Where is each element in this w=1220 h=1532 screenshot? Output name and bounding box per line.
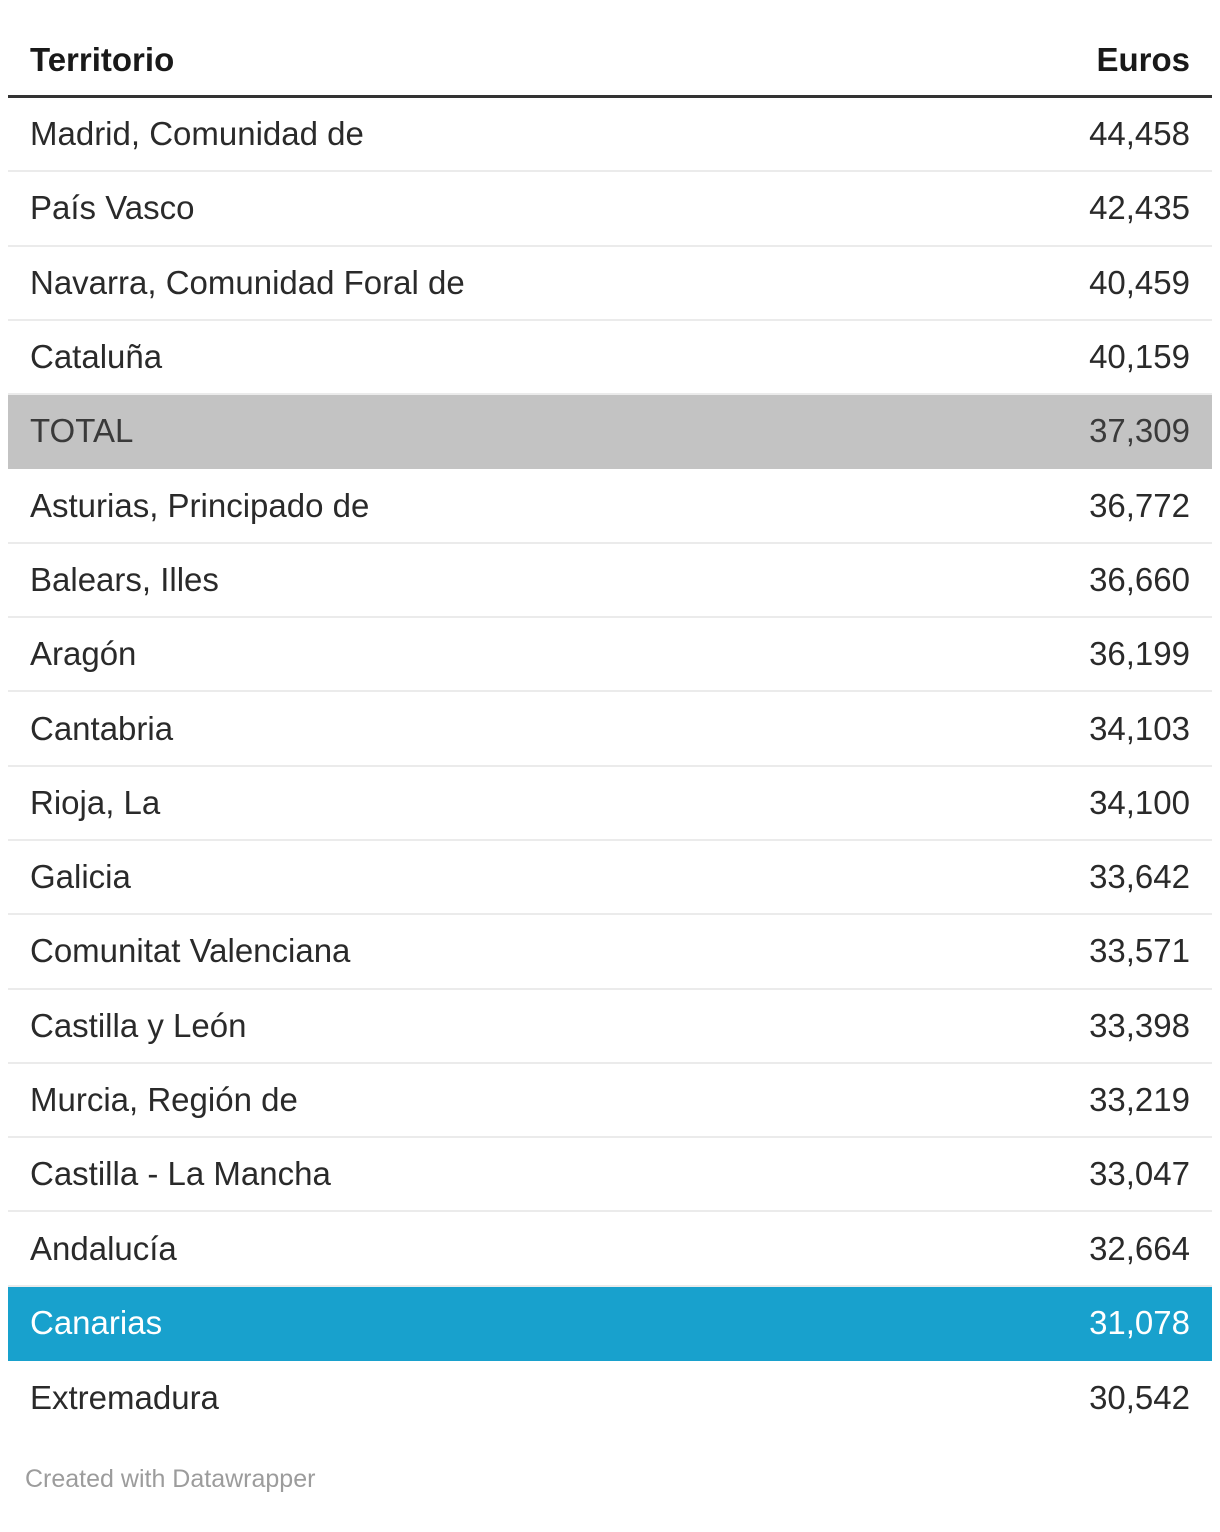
- table-header-row: [8, 24, 1212, 98]
- table-row: [8, 692, 1212, 766]
- chart-footer: [25, 1465, 1220, 1494]
- table-row: [8, 618, 1212, 692]
- table-row: [8, 321, 1212, 395]
- table-row: [8, 1287, 1212, 1361]
- table-row: [8, 1064, 1212, 1138]
- table-row: [8, 1212, 1212, 1286]
- euros-cell: 40,459: [1089, 263, 1190, 301]
- territory-cell: País Vasco: [30, 189, 195, 227]
- table-row: [8, 841, 1212, 915]
- euros-cell: 36,772: [1089, 486, 1190, 524]
- territory-cell: Aragón: [30, 635, 137, 673]
- table-row: [8, 395, 1212, 469]
- euros-cell: 33,398: [1089, 1006, 1190, 1044]
- table-row: [8, 1138, 1212, 1212]
- table-row: [8, 247, 1212, 321]
- table-row: [8, 544, 1212, 618]
- euros-cell: 44,458: [1089, 115, 1190, 153]
- territory-cell: Castilla y León: [30, 1006, 247, 1044]
- table-row: [8, 1361, 1212, 1435]
- territory-cell: Navarra, Comunidad Foral de: [30, 263, 465, 301]
- territory-cell: Cataluña: [30, 338, 163, 376]
- column-header-euros: Euros: [1096, 40, 1190, 78]
- territory-cell: Rioja, La: [30, 783, 161, 821]
- territory-cell: Extremadura: [30, 1379, 219, 1417]
- euros-cell: 30,542: [1089, 1379, 1190, 1417]
- territory-cell: Canarias: [30, 1303, 163, 1341]
- territory-cell: Cantabria: [30, 709, 174, 747]
- territory-cell: Castilla - La Mancha: [30, 1155, 331, 1193]
- table-row: [8, 98, 1212, 172]
- column-header-territorio: Territorio: [30, 40, 175, 78]
- territory-cell: Asturias, Principado de: [30, 486, 370, 524]
- territory-cell: Comunitat Valenciana: [30, 932, 351, 970]
- euros-cell: 34,100: [1089, 783, 1190, 821]
- data-table: [8, 24, 1212, 1435]
- euros-cell: 32,664: [1089, 1229, 1190, 1267]
- euros-cell: 31,078: [1089, 1303, 1190, 1341]
- territory-cell: Balears, Illes: [30, 560, 219, 598]
- euros-cell: 33,642: [1089, 858, 1190, 896]
- euros-cell: 36,199: [1089, 635, 1190, 673]
- euros-cell: 34,103: [1089, 709, 1190, 747]
- euros-cell: 33,047: [1089, 1155, 1190, 1193]
- euros-cell: 36,660: [1089, 560, 1190, 598]
- table-row: [8, 767, 1212, 841]
- table-row: [8, 172, 1212, 246]
- table-body: [8, 98, 1212, 1435]
- euros-cell: 40,159: [1089, 338, 1190, 376]
- territory-cell: TOTAL: [30, 412, 134, 450]
- euros-cell: 33,571: [1089, 932, 1190, 970]
- euros-cell: 33,219: [1089, 1081, 1190, 1118]
- territory-cell: Madrid, Comunidad de: [30, 115, 364, 153]
- table-row: [8, 469, 1212, 543]
- territory-cell: Andalucía: [30, 1229, 177, 1267]
- territory-cell: Murcia, Región de: [30, 1081, 298, 1118]
- datawrapper-credit-link[interactable]: Created with Datawrapper: [25, 1465, 316, 1494]
- euros-cell: 42,435: [1089, 189, 1190, 227]
- territory-cell: Galicia: [30, 858, 131, 896]
- euros-cell: 37,309: [1089, 412, 1190, 450]
- table-row: [8, 990, 1212, 1064]
- table-row: [8, 915, 1212, 989]
